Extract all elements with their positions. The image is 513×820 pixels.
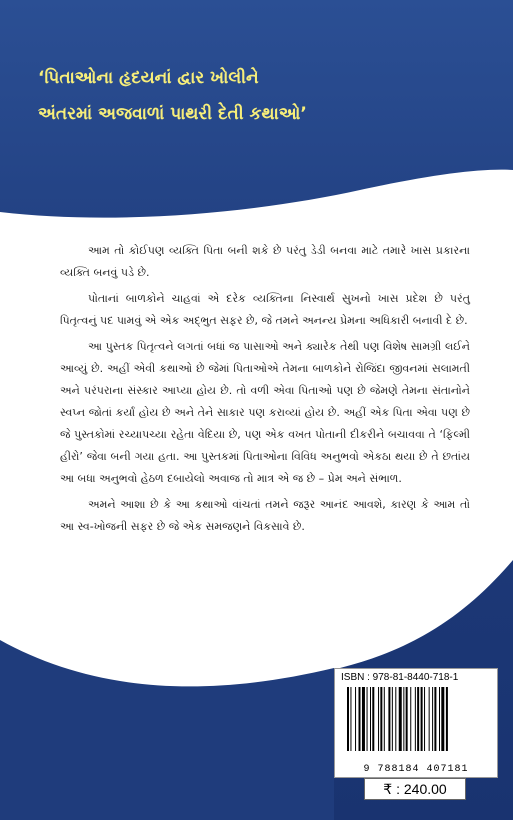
- tagline: [38, 60, 498, 132]
- blurb-paragraph-4: અમને આશા છે કે આ કથાઓ વાંચતાં તમને જરૂર આનંદ આવશે, કારણ કે આમ તો આ સ્વ-ખોજની સફર છે જે એક સમજણને વિકસાવે છે.: [60, 498, 470, 533]
- isbn-barcode-box: [334, 668, 498, 778]
- price-label: ₹ : 240.00: [364, 778, 466, 800]
- barcode-icon: [345, 687, 487, 759]
- isbn-label: ISBN : 978-81-8440-718-1: [341, 672, 459, 683]
- tagline-line-2: અંતરમાં અજવાળાં પાથરી દેતી કથાઓ’: [38, 104, 307, 124]
- isbn-digits: 9 788184 407181: [363, 764, 469, 775]
- tagline-line-1: ‘પિતાઓના હૃદયનાં દ્વાર ખોલીને: [38, 68, 259, 88]
- blurb-paragraph-2: પોતાનાં બાળકોને ચાહવાં એ દરેક વ્યક્તિના નિસ્વાર્થ સુખનો ખાસ પ્રદેશ છે પરંતુ પિતૃત્વનું પદ પામવું એ એક અદ્ભુત સફર છે, જે તમને અનન્ય પ્રેમના અધિકારી બનાવી દે છે.: [60, 292, 470, 327]
- blurb-paragraph-1: આમ તો કોઈપણ વ્યક્તિ પિતા બની શકે છે પરંતુ ડેડી બનવા માટે તમારે ખાસ પ્રકારના વ્યક્તિ બનવું પડે છે.: [60, 244, 470, 279]
- blurb-paragraph-3: આ પુસ્તક પિતૃત્વને લગતાં બધાં જ પાસાઓ અને ક્યારેક તેથી પણ વિશેષ સામગ્રી લઈને આવ્યું છે. અહીં એવી કથાઓ છે જેમાં પિતાઓએ તેમના બાળકોને રોજિંદા જીવનમાં સલામતી અને પરંપરાના સંસ્કાર આપ્યા હોય છે. તો વળી એવા પિતાઓ પણ છે જેમણે તેમના સંતાનોને સ્વપ્ન જોતાં કર્યાં હોય છે અને તેને સાકાર પણ કરાવ્યાં હોય છે. અહીં એક પિતા એવા પણ છે જે પુસ્તકોમાં રચ્યાપચ્યા રહેતા વેદિયા છે, પણ એક વખત પોતાની દીકરીને બચાવવા તે ‘ફિલ્મી હીરો’ જેવા બની ગયા હતા. આ પુસ્તકમાં પિતાઓના વિવિધ અનુભવો એકઠા થયા છે તે છતાંય આ બધા અનુભવો હેઠળ દબાયેલો અવાજ તો માત્ર એ જ છે – પ્રેમ અને સંભાળ.: [60, 340, 470, 485]
- blurb-text: [60, 240, 470, 542]
